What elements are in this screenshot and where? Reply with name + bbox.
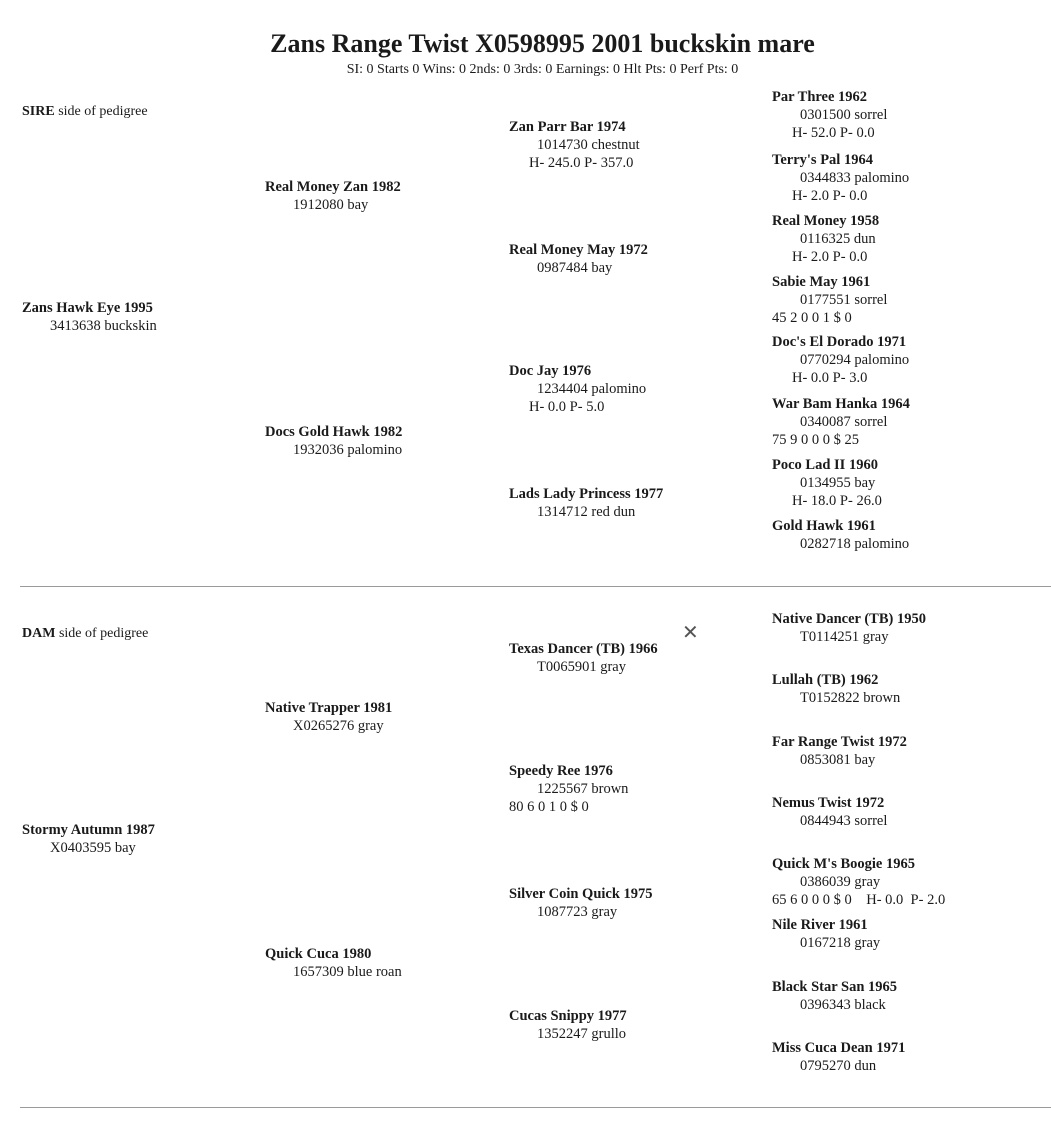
sire-sire-dam-entry [509, 241, 648, 277]
sire-side-label-rest: side of pedigree [54, 104, 148, 119]
horse-registration: 1087723 gray [537, 904, 618, 920]
horse-points: H- 18.0 P- 26.0 [792, 493, 882, 509]
horse-registration: 1014730 chestnut [537, 137, 640, 153]
great-grandparent-11 [772, 733, 907, 769]
horse-name: Far Range Twist 1972 [772, 734, 907, 750]
horse-registration: 0177551 sorrel [800, 292, 888, 308]
horse-registration: 0282718 palomino [800, 536, 910, 552]
horse-name: Gold Hawk 1961 [772, 518, 876, 534]
great-grandparent-3 [772, 212, 879, 266]
horse-race-record: 45 2 0 0 1 $ 0 [772, 310, 852, 326]
horse-registration: 1657309 blue roan [293, 964, 402, 980]
horse-name: Doc Jay 1976 [509, 363, 592, 379]
horse-race-record: 75 9 0 0 0 $ 25 [772, 432, 859, 448]
great-grandparent-16 [772, 1039, 905, 1075]
great-grandparent-14 [772, 916, 880, 952]
great-grandparent-10 [772, 671, 900, 707]
great-grandparent-9 [772, 610, 926, 646]
horse-registration: T0152822 brown [800, 690, 901, 706]
great-grandparent-4 [772, 273, 887, 327]
horse-points: H- 2.0 P- 0.0 [792, 249, 868, 265]
dam-dam-dam-entry [509, 1007, 627, 1043]
sire-dam-dam-entry [509, 485, 663, 521]
sire-side-label-bold: SIRE [22, 104, 55, 119]
great-grandparent-6 [772, 395, 910, 449]
section-divider [20, 586, 1051, 587]
horse-name: Poco Lad II 1960 [772, 457, 878, 473]
horse-registration: 0853081 bay [800, 752, 876, 768]
horse-registration: 0795270 dun [800, 1058, 877, 1074]
dam-side-label [22, 626, 148, 642]
great-grandparent-5 [772, 333, 909, 387]
horse-name: Stormy Autumn 1987 [22, 822, 155, 838]
dam-side-label-rest: side of pedigree [55, 626, 149, 641]
horse-registration: T0114251 gray [800, 629, 889, 645]
great-grandparent-7 [772, 456, 882, 510]
dam-entry [22, 821, 155, 857]
horse-name: Native Trapper 1981 [265, 700, 393, 716]
horse-name: Nemus Twist 1972 [772, 795, 885, 811]
dam-sire-dam-entry [509, 762, 628, 816]
horse-registration: X0403595 bay [50, 840, 136, 856]
horse-registration: 0987484 bay [537, 260, 613, 276]
horse-name: Terry's Pal 1964 [772, 152, 873, 168]
horse-registration: 1932036 palomino [293, 442, 403, 458]
horse-name: Cucas Snippy 1977 [509, 1008, 627, 1024]
horse-registration: 3413638 buckskin [50, 318, 157, 334]
horse-name: Zans Hawk Eye 1995 [22, 300, 153, 316]
page-title: Zans Range Twist X0598995 2001 buckskin mare [270, 29, 815, 58]
sire-sire-sire-entry [509, 118, 640, 172]
horse-name: Doc's El Dorado 1971 [772, 334, 907, 350]
dam-sire-sire-entry [509, 640, 658, 676]
horse-registration: 0344833 palomino [800, 170, 910, 186]
horse-name: Lads Lady Princess 1977 [509, 486, 664, 502]
horse-registration: 0396343 black [800, 997, 886, 1013]
horse-name: Speedy Ree 1976 [509, 763, 613, 779]
horse-registration: 0340087 sorrel [800, 414, 888, 430]
great-grandparent-8 [772, 517, 909, 553]
sire-side-label [22, 104, 148, 120]
horse-registration: 0844943 sorrel [800, 813, 888, 829]
horse-name: Quick Cuca 1980 [265, 946, 372, 962]
horse-registration: 1314712 red dun [537, 504, 636, 520]
horse-registration: 0116325 dun [800, 231, 876, 247]
horse-registration: 0770294 palomino [800, 352, 910, 368]
great-grandparent-13 [772, 855, 945, 909]
great-grandparent-12 [772, 794, 887, 830]
horse-points: H- 0.0 P- 3.0 [792, 370, 868, 386]
horse-registration: T0065901 gray [537, 659, 626, 675]
dam-side-label-bold: DAM [22, 626, 56, 641]
great-grandparent-2 [772, 151, 909, 205]
sire-dam-sire-entry [509, 362, 646, 416]
horse-race-record: 80 6 0 1 0 $ 0 [509, 799, 589, 815]
performance-stats: SI: 0 Starts 0 Wins: 0 2nds: 0 3rds: 0 Earnings: 0 Hlt Pts: 0 Perf Pts: 0 [346, 62, 739, 77]
horse-registration: 1234404 palomino [537, 381, 647, 397]
horse-name: Nile River 1961 [772, 917, 868, 933]
dam-sire-entry [265, 699, 392, 735]
dam-dam-sire-entry [509, 885, 653, 921]
horse-registration: 0167218 gray [800, 935, 881, 951]
handwritten-x-mark: ✕ [682, 620, 699, 644]
horse-name: Texas Dancer (TB) 1966 [509, 641, 658, 657]
horse-registration: 1352247 grullo [537, 1026, 627, 1042]
horse-name: Native Dancer (TB) 1950 [772, 611, 926, 627]
horse-name: War Bam Hanka 1964 [772, 396, 910, 412]
horse-name: Quick M's Boogie 1965 [772, 856, 915, 872]
horse-name: Real Money May 1972 [509, 242, 648, 258]
sire-sire-entry [265, 178, 401, 214]
horse-registration: 0386039 gray [800, 874, 881, 890]
horse-points: H- 2.0 P- 0.0 [792, 188, 868, 204]
horse-name: Real Money Zan 1982 [265, 179, 401, 195]
horse-name: Black Star San 1965 [772, 979, 898, 995]
horse-registration: X0265276 gray [293, 718, 384, 734]
sire-dam-entry [265, 423, 402, 459]
horse-name: Lullah (TB) 1962 [772, 672, 879, 688]
horse-points: H- 245.0 P- 357.0 [529, 155, 634, 171]
sire-entry [22, 299, 157, 335]
horse-registration: 1912080 bay [293, 197, 369, 213]
horse-name: Miss Cuca Dean 1971 [772, 1040, 906, 1056]
horse-registration: 0301500 sorrel [800, 107, 888, 123]
horse-registration: 1225567 brown [537, 781, 629, 797]
horse-points: H- 0.0 P- 5.0 [529, 399, 605, 415]
great-grandparent-1 [772, 88, 887, 142]
dam-dam-entry [265, 945, 402, 981]
bottom-divider [20, 1107, 1051, 1108]
horse-name: Docs Gold Hawk 1982 [265, 424, 403, 440]
horse-name: Sabie May 1961 [772, 274, 871, 290]
horse-points: H- 52.0 P- 0.0 [792, 125, 875, 141]
horse-name: Par Three 1962 [772, 89, 868, 105]
great-grandparent-15 [772, 978, 897, 1014]
horse-name: Real Money 1958 [772, 213, 880, 229]
horse-registration: 0134955 bay [800, 475, 876, 491]
horse-name: Zan Parr Bar 1974 [509, 119, 626, 135]
horse-name: Silver Coin Quick 1975 [509, 886, 653, 902]
horse-race-record: 65 6 0 0 0 $ 0 H- 0.0 P- 2.0 [772, 892, 946, 908]
